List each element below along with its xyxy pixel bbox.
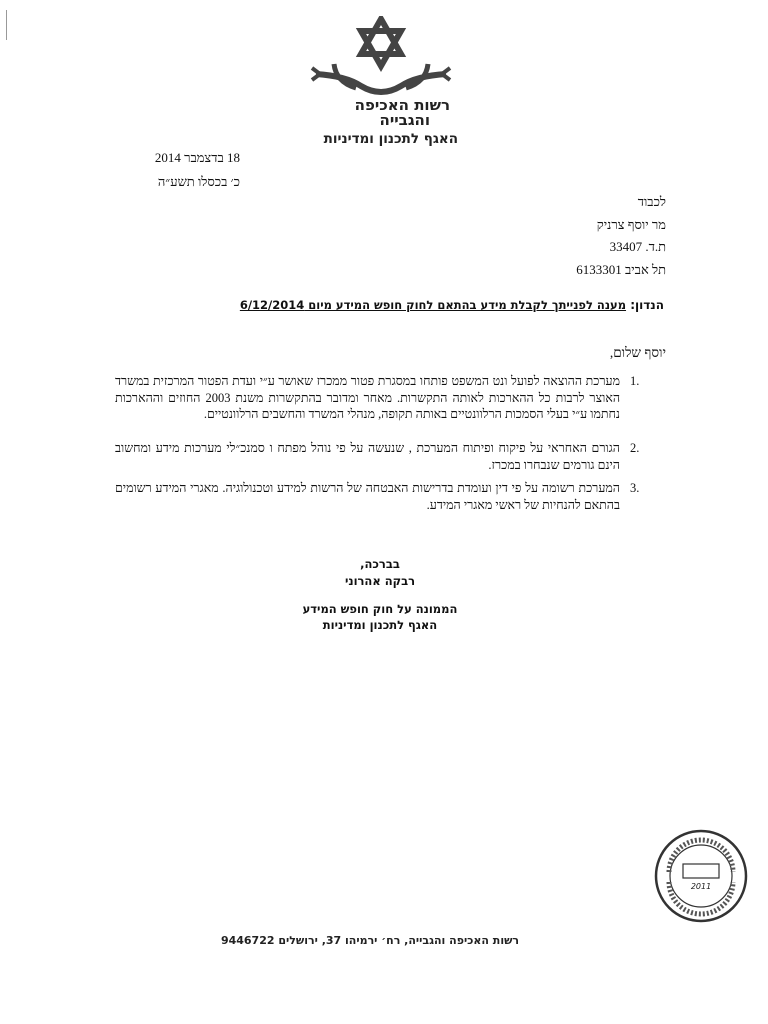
signer-title: הממונה על חוק חופש המידע: [302, 602, 458, 616]
letter-date: [70, 146, 240, 194]
closing: בברכה,: [360, 557, 400, 571]
division-name: האגף לתכנון ומדיניות: [323, 131, 458, 147]
subject-prefix: הנדון:: [630, 298, 664, 312]
gregorian-date: 18 בדצמבר 2014: [154, 150, 240, 165]
greeting: יוסף שלום,: [609, 345, 666, 360]
authority-logo-icon: [306, 16, 456, 96]
stamp-year: 2011: [690, 882, 712, 891]
list-item: מערכת ההוצאה לפועל ונט המשפט פותחו במסגרת פטור ממכרז שאושר ע״י ועדת הפטור המרכזית במשרד האוצר לרבות כל ההארכות לאותה התקשרות. מאחר ומדובר בהתקשרות משנת 2003 החוזים וההארכות נחתמו ע״י בעלי הסמכות הרלוונטיים באותה תקופה, מנהלי המשרד והחשבים הרלוונטיים.: [115, 374, 621, 422]
recipient-name: מר יוסף צרניק: [596, 216, 666, 232]
item-number: 3.: [630, 481, 640, 495]
item-number: 1.: [630, 374, 640, 388]
subject-line: [104, 298, 664, 312]
recipient-city: תל אביב 6133301: [576, 261, 666, 277]
org-name-line2: והגבייה: [379, 111, 430, 129]
hebrew-date: כ׳ בכסלו תשע״ה: [157, 174, 240, 189]
organization-name: [250, 98, 450, 128]
org-name-line1: רשות האכיפה: [354, 96, 450, 114]
signer-division: האגף לתכנון ומדיניות: [322, 618, 438, 632]
subject-topic: מענה לפנייתך לקבלת מידע בהתאם לחוק חופש המידע מיום 6/12/2014: [239, 298, 627, 312]
list-item: הגורם האחראי על פיקוח ופיתוח המערכת , שנעשה על פי נוהל מפתח ו סמנכ״לי מערכות מידע ומחשוב הינם גורמים שנבחרו במכרז.: [115, 441, 620, 472]
signer-name: רבקה אהרוני: [344, 574, 416, 588]
excellence-stamp-icon: [653, 828, 749, 924]
recipient-block: [466, 191, 666, 281]
item-number: 2.: [630, 441, 640, 455]
scan-edge-mark: [6, 10, 11, 40]
list-item: המערכת רשומה על פי דין ועומדת בדרישות האבטחה של הרשות למידע וטכנולוגיה. מאגרי המידע רשומים בהתאם להנחיות של ראשי מאגרי המידע.: [115, 481, 620, 512]
recipient-po-box: ת.ד. 33407: [609, 239, 666, 254]
footer-address: רשות האכיפה והגבייה, רח׳ ירמיהו 37, ירושלים 9446722: [220, 934, 520, 947]
recipient-salutation: לכבוד: [637, 194, 666, 209]
